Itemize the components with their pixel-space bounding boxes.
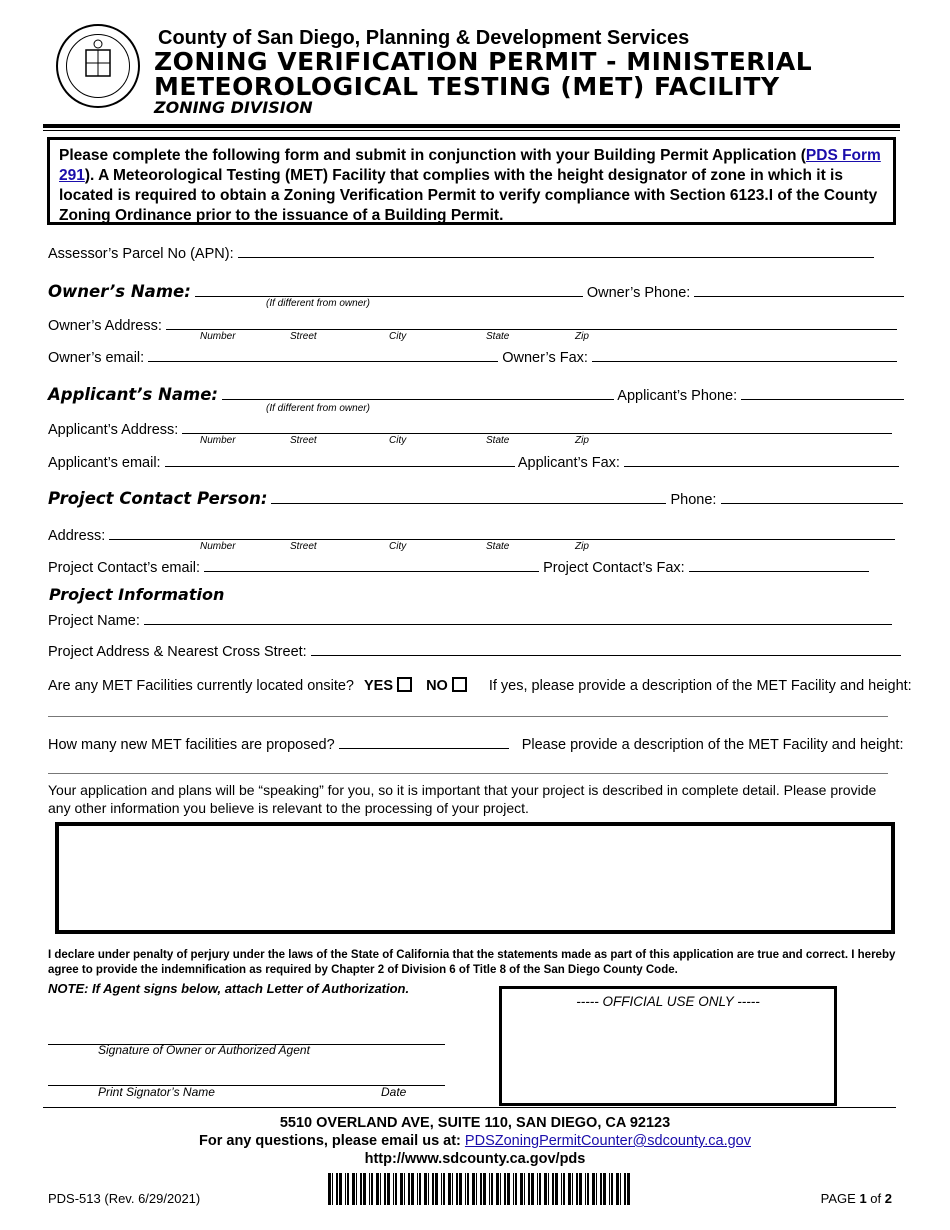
contact-address-field[interactable]	[109, 526, 895, 540]
addr-street-label: Street	[290, 541, 317, 552]
contact-email-row	[48, 558, 869, 576]
apn-row	[48, 244, 874, 262]
if-different-note-2: (If different from owner)	[266, 403, 370, 414]
applicant-email-field[interactable]	[165, 453, 515, 467]
applicant-fax-label: Applicant’s Fax:	[517, 455, 620, 471]
contact-phone-label: Phone:	[670, 492, 717, 508]
yes-checkbox[interactable]	[397, 677, 412, 692]
addr-number-label: Number	[200, 541, 236, 552]
new-met-row	[48, 735, 903, 753]
new-met-description-line[interactable]	[48, 773, 888, 774]
agent-note: NOTE: If Agent signs below, attach Letter of Authorization.	[48, 981, 410, 996]
apn-label: Assessor’s Parcel No (APN):	[48, 246, 234, 262]
addr-number-label: Number	[200, 435, 236, 446]
questions-row	[0, 1133, 950, 1149]
applicant-email-label: Applicant’s email:	[48, 455, 161, 471]
if-yes-label: If yes, please provide a description of the MET Facility and height:	[488, 678, 912, 694]
addr-state-label: State	[486, 541, 510, 552]
project-address-field[interactable]	[311, 642, 901, 656]
owner-phone-label: Owner’s Phone:	[586, 285, 691, 301]
office-address: 5510 OVERLAND AVE, SUITE 110, SAN DIEGO, CA 92123	[279, 1115, 671, 1131]
county-seal-logo	[56, 24, 140, 108]
project-address-row	[48, 642, 901, 660]
addr-state-label: State	[486, 331, 510, 342]
contact-email-label: Project Contact’s email:	[48, 560, 201, 576]
form-title-line1: ZONING VERIFICATION PERMIT - MINISTERIAL	[154, 47, 813, 76]
new-met-describe-label: Please provide a description of the MET Facility and height:	[521, 737, 904, 753]
project-address-label: Project Address & Nearest Cross Street:	[48, 644, 307, 660]
addr-street-label: Street	[290, 435, 317, 446]
contact-address-row	[48, 526, 895, 544]
print-name-label: Print Signator’s Name	[98, 1085, 215, 1099]
owner-email-field[interactable]	[148, 348, 498, 362]
owner-name-label: Owner’s Name:	[48, 282, 191, 301]
owner-fax-field[interactable]	[592, 348, 897, 362]
footer-divider	[43, 1107, 896, 1108]
applicant-email-row	[48, 453, 899, 471]
website-url[interactable]: http://www.sdcounty.ca.gov/pds	[364, 1151, 586, 1167]
owner-name-row	[48, 282, 904, 301]
form-id: PDS-513 (Rev. 6/29/2021)	[48, 1191, 201, 1206]
contact-email-link[interactable]: PDSZoningPermitCounter@sdcounty.ca.gov	[464, 1133, 751, 1149]
project-name-field[interactable]	[144, 611, 892, 625]
applicant-name-row	[48, 385, 904, 404]
project-name-label: Project Name:	[48, 613, 140, 629]
addr-zip-label: Zip	[575, 541, 589, 552]
applicant-phone-field[interactable]	[741, 386, 904, 400]
contact-person-row	[48, 489, 903, 508]
project-name-row	[48, 611, 892, 629]
owner-phone-field[interactable]	[694, 283, 904, 297]
no-label: NO	[426, 678, 448, 694]
official-use-box	[499, 986, 837, 1106]
contact-phone-field[interactable]	[721, 490, 903, 504]
contact-person-label: Project Contact Person:	[48, 489, 268, 508]
owner-fax-label: Owner’s Fax:	[502, 350, 588, 366]
owner-address-field[interactable]	[166, 316, 897, 330]
questions-label: For any questions, please email us at:	[199, 1133, 461, 1149]
contact-email-field[interactable]	[204, 558, 539, 572]
met-onsite-question: Are any MET Facilities currently located onsite?	[48, 678, 354, 694]
project-description-box[interactable]	[55, 822, 895, 934]
new-met-count-field[interactable]	[339, 735, 509, 749]
form-title-line2: METEOROLOGICAL TESTING (MET) FACILITY	[154, 72, 780, 101]
declaration-text: I declare under penalty of perjury under the laws of the State of California that the statements made as part of this application are true and correct. I hereby agree to provide the indemnification as required by Chapter 2 of Division 6 of Title 8 of the San Diego County Code.	[48, 949, 896, 976]
contact-fax-label: Project Contact’s Fax:	[543, 560, 685, 576]
official-use-label: ----- OFFICIAL USE ONLY -----	[576, 994, 760, 1009]
owner-name-field[interactable]	[195, 283, 583, 297]
project-info-heading: Project Information	[49, 585, 225, 604]
met-onsite-row	[48, 677, 912, 694]
new-met-question: How many new MET facilities are proposed?	[48, 737, 335, 753]
addr-street-label: Street	[290, 331, 317, 342]
county-header: County of San Diego, Planning & Development Services	[158, 27, 690, 49]
applicant-name-label: Applicant’s Name:	[48, 385, 219, 404]
applicant-address-field[interactable]	[182, 420, 892, 434]
apn-field[interactable]	[238, 244, 874, 258]
pds-form-291-link[interactable]: PDS Form 291	[59, 147, 881, 184]
signature-label: Signature of Owner or Authorized Agent	[98, 1043, 310, 1057]
addr-zip-label: Zip	[575, 435, 589, 446]
applicant-address-label: Applicant’s Address:	[48, 422, 179, 438]
contact-address-label: Address:	[48, 528, 106, 544]
addr-state-label: State	[486, 435, 510, 446]
if-different-note: (If different from owner)	[266, 298, 370, 309]
applicant-address-row	[48, 420, 892, 438]
division-label: ZONING DIVISION	[154, 98, 313, 117]
owner-email-row	[48, 348, 897, 366]
applicant-phone-label: Applicant’s Phone:	[617, 388, 738, 404]
addr-city-label: City	[389, 331, 407, 342]
addr-number-label: Number	[200, 331, 236, 342]
no-checkbox[interactable]	[452, 677, 467, 692]
owner-email-label: Owner’s email:	[48, 350, 145, 366]
applicant-name-field[interactable]	[222, 386, 614, 400]
page-number: PAGE 1 of 2	[820, 1191, 892, 1206]
applicant-fax-field[interactable]	[624, 453, 899, 467]
header-divider-thin	[43, 130, 900, 131]
owner-address-row	[48, 316, 897, 334]
yes-label: YES	[364, 678, 394, 694]
header-divider	[43, 124, 900, 128]
addr-city-label: City	[389, 435, 407, 446]
owner-address-label: Owner’s Address:	[48, 318, 162, 334]
date-label: Date	[381, 1085, 407, 1099]
addr-city-label: City	[389, 541, 407, 552]
met-description-line[interactable]	[48, 716, 888, 717]
instructions-box: Please complete the following form and submit in conjunction with your Building Permit Application (PDS Form 291). A Meteorological Testing (MET) Facility that complies with the height designator of zone in which it is located is required to obtain a Zoning Verification Permit to verify compliance with Section 6123.I of the County Zoning Ordinance prior to the issuance of a Building Permit.	[47, 137, 896, 225]
addr-zip-label: Zip	[575, 331, 589, 342]
contact-fax-field[interactable]	[689, 558, 869, 572]
barcode-image	[328, 1173, 632, 1205]
speaking-paragraph: Your application and plans will be “speaking” for you, so it is important that your project is described in complete detail. Please provide any other information you believe is relevant to the processing of your project.	[48, 782, 877, 816]
contact-person-field[interactable]	[271, 490, 666, 504]
